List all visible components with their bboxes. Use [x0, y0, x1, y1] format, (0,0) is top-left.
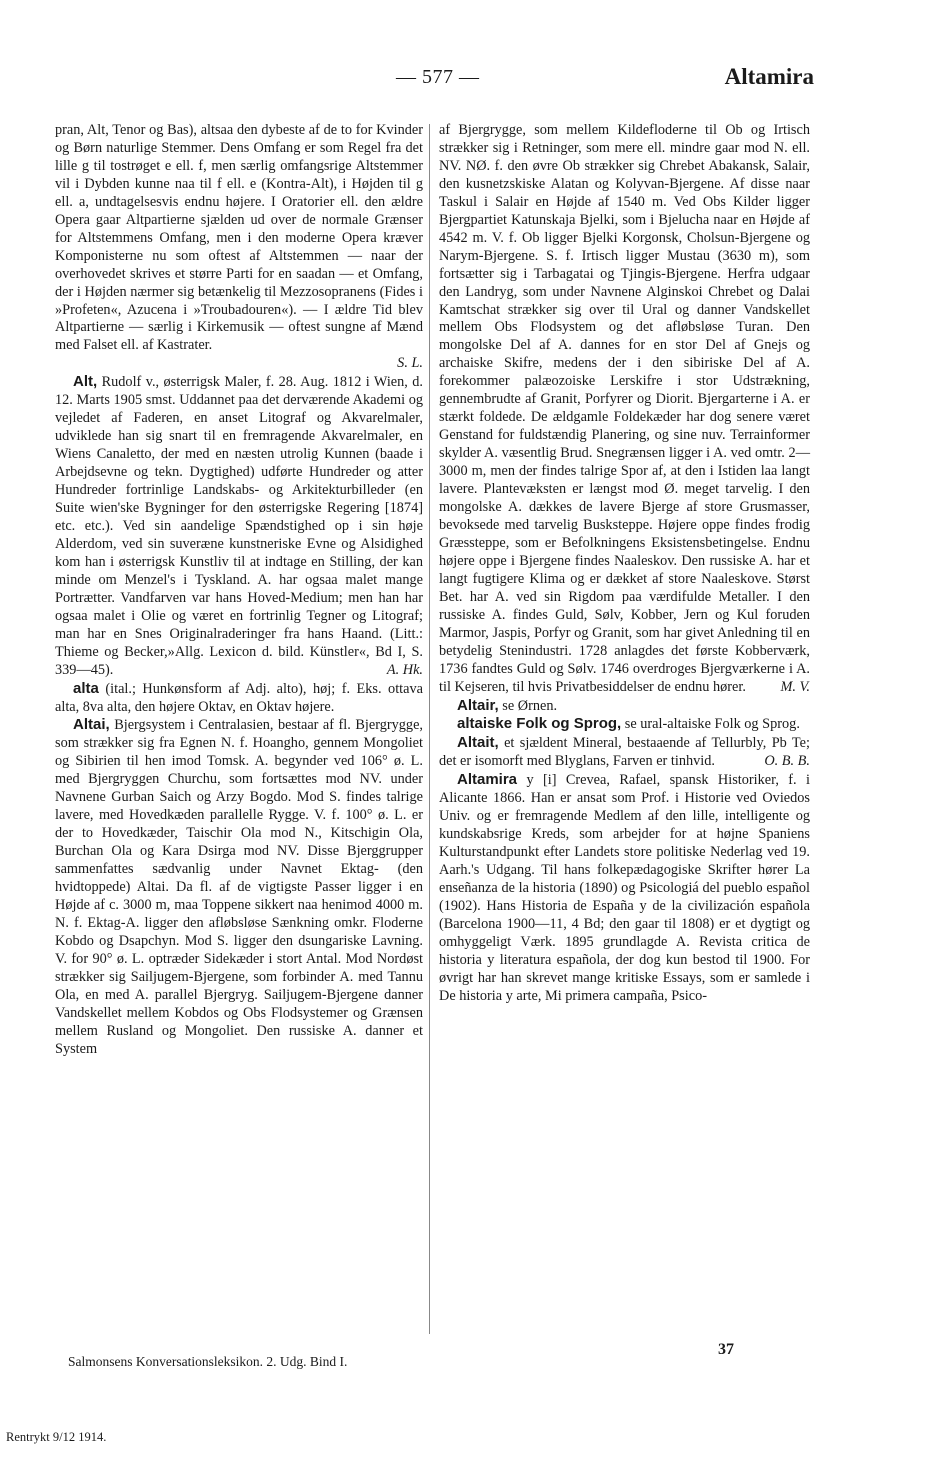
- entry-alta: alta (ital.; Hunkønsform af Adj. alto), høj; f. Eks. ottava alta, 8va alta, den højere Oktav, en Oktav højere.: [55, 679, 423, 715]
- entry-altaiske: altaiske Folk og Sprog, se ural-altaiske Folk og Sprog.: [457, 715, 800, 733]
- page-number: — 577 —: [396, 66, 480, 88]
- entry-alt-rudolf: Alt, Rudolf v., østerrigsk Maler, f. 28. Aug. 1812 i Wien, d. 12. Marts 1905 smst. Uddannet paa det derværende Akademi og vejledet af Faderen, en anset Litograf og Akvarelmaler, udviklede han sig snart til en fremragende Akvarelmaler, en Wiens Canaletto, der med en næsten utrolig Kunnen (baade i Arbejdsevne og tekn. Dygtighed) udførte Hundreder og atter Hundreder fortrinlige Landskabs- og Arkitekturbilleder (en Suite wien'ske Bygninger for den østerrigske Regering [1874] etc. etc.). Ved sin aandelige Spændstighed op i sin høje Alderdom, ved sin suveræne kunstneriske Evne og Alsidighed kom han i østerrigsk Kunstliv til at indtage en Stilling, der kan minde om Menzel's i Tyskland. A. har ogsaa malet mange Portrætter. Vandfarven var hans Hoved-Medium; men han har ogsaa malet i Olie og været en fortrinlig Tegner og Litograf; man har en Snes Originalraderinger fra hans Haand. (Litt.: Thieme og Becker,»Allg. Lexicon d. bild. Künstler«, Bd I, S. 339—45). A. Hk.: [55, 373, 423, 678]
- entry-altait: Altait, et sjældent Mineral, bestaaende af Tellurbly, Pb Te; det er isomorft med Blyglans, Farven er tinhvid. O. B. B.: [439, 734, 810, 770]
- entry-alt-continued: pran, Alt, Tenor og Bas), altsaa den dybeste af de to for Kvinder og Børn naturlige Stemmer. Dens Omfang er som Regel fra det lille g til tostrøget e ell. f, men særlig omfangsrige Altstemmer vil i Dybden kunne naa til f ell. e (Kontra-Alt), i Højden til g ell. a, undtagelsesvis endnu højere. I Oratorier ell. den ældre Opera gaar Altpartierne sjælden ud over de normale Grænser for Altstemmens Omfang, men i den moderne Opera kræver Komponisterne nu som oftest af Altstemmen — naar der overhovedet skrives et større Parti for en saadan — et Omfang, der i Højden nærmer sig betænkelig til Mezzosopranens (Fides i »Profeten«, Azucena i »Troubadouren«). — I ældre Tid blev Altpartierne — særlig i Kirkemusik — oftest sungne af Mænd med Falset ell. af Kastrater.: [55, 122, 423, 354]
- headword: altaiske Folk og Sprog,: [457, 715, 622, 733]
- entry-altai: Altai, Bjergsystem i Centralasien, bestaar af fl. Bjergrygge, som strækker sig fra Egnen N. f. Hoangho, gennem Mongoliet og Sibirien til hen imod Tomsk. A. begynder ved 106° ø. L. med Bjergryggen Churchu, som fortsættes mod NV. under Navnene Gurban Saich og Arzy Bogdo. Mod S. findes talrige lavere, med Hovedkæden parallelle Rygge. V. f. 100° ø. L. er der to Hovedkæder, Taischir Ola mod N., Kitschigin Ola, Burchan Ola og Kara Dsirga mod NV. Disse Bjerggrupper sammenfattes sædvanlig under Navnet Ektag- (den hvidtoppede) Altai. Da fl. af de vigtigste Passer ligger i en Højde af c. 3000 m, maa Toppene sikkert naa henimod 4000 m. N. f. Ektag-A. ligger den afløbsløse Sænkning omkr. Floderne Kobdo og Dsapchyn. Mod S. ligger den dsungariske Lavning. V. for 90° ø. L. optræder Sidekæder i stort Antal. Mod Nordøst strækker sig Sailjugem-Bjergene, som forbinder A. med Tannu Ola, en med A. parallel Bjergryg. Sailjugem-Bjergene danner Vandskellet mellem Kobdos og Obs Flodsystemer og Grænsen mellem Rusland og Mongoliet. Den russiske A. danner et System: [55, 716, 423, 1057]
- column-divider: [429, 124, 430, 1334]
- signature: A. Hk.: [386, 661, 423, 678]
- right-column: [439, 122, 810, 1006]
- entry-altamira: Altamira y [i] Crevea, Rafael, spansk Historiker, f. i Alicante 1866. Han er ansat som Prof. i Historie ved Oviedos Univ. og er fremragende Medlem af den lille, intelligente og kundskabsrige Kreds, som arbejder for at højne Spaniens Kulturstandpunkt efter Landets store politiske Nederlag ved 19. Aarh.'s Udgang. Til hans folkepædagogiske Skrifter hører La enseñanza de la historia (1890) og Psicologiá del pueblo español (1902). Hans Historia de España y de la civilización española (Barcelona 1900—11, 4 Bd; den gaar til 1808) er et dygtigt og omhyggeligt Værk. 1895 grundlagde A. Revista critica de historia y literatura española, der dog kun bestod til 1900. For øvrigt har han skrevet mange kritiske Essays, som er samlede i De historia y arte, Mi primera campaña, Psico-: [439, 771, 811, 1004]
- headword: Altai,: [73, 716, 110, 734]
- sheet-number: 37: [718, 1341, 734, 1358]
- signature: S. L.: [397, 355, 423, 372]
- entry-altair: Altair, se Ørnen.: [457, 696, 558, 714]
- guide-word: Altamira: [724, 64, 814, 89]
- reprint-note: Rentrykt 9/12 1914.: [6, 1430, 107, 1444]
- imprint-line: Salmonsens Konversationsleksikon. 2. Udg. Bind I.: [68, 1354, 348, 1369]
- signature: O. B. B.: [764, 753, 810, 770]
- left-column: [55, 122, 423, 1059]
- headword: Altamira: [457, 771, 518, 789]
- headword: Altair,: [457, 696, 499, 714]
- entry-altai-continued: af Bjergrygge, som mellem Kildefloderne til Ob og Irtisch strækker sig i Retninger, som mere ell. mindre gaar mod N. ell. NV. NØ. f. den øvre Ob strækker sig Chrebet Abakansk, Salair, den kusnetzskiske Alatan og Kolyvan-Bjergene. Af disse naar Taskul i Salair en Højde af 1540 m. Ved Obs Kilder ligger Bjergpartiet Katunskaja Bjelki, som i Bjelucha naar en Højde af 4542 m. V. f. Ob ligger Bjelki Korgonsk, Cholsun-Bjergene og Narym-Bjergene. S. f. Irtisch ligger Mustau (3630 m), som fortsætter sig i Tarbagatai og Tjingis-Bjergene. Herfra udgaar den Landryg, som under Navnene Alginskoi Chrebet og Dalai Kamtschat strækker sig over til Ural og danner Vandskellet mellem Obs Flodsystem og det afløbsløse Turan. Den mongolske Del af A. dannes for en stor Del af Gnejs og archaiske Skifre, medens der i den sibiriske Del af A. forekommer palæozoiske Lerskifre i stor Udstrækning, gennembrudte af Granit, Porfyrer og Diorit. Bjergarterne i A. er stærkt foldede. De ældgamle Foldekæder har dog senere været Genstand for fuldstændig Planering, og sine nuv. Terrainformer skylder A. væsentlig Brud. Snegrænsen ligger i A. ved omtr. 2—3000 m, men der findes talrige Spor af, at den i Istiden laa langt lavere. Plantevæksten er længst mod Ø. meget tarvelig. I den mongolske A. dækkes de lavere Bjerge af store Grusmasser, bevoksede med tarvelig Busksteppe. Højere oppe findes frodig Græssteppe, som er Befolkningens Eksistensbetingelse. Endnu højere oppe i Bjergene findes Naaleskov. Den russiske A. har et langt fugtigere Klima og er dækket af store Naaleskove. Størst Bet. har A. ved sin Rigdom paa værdifulde Metaller. I den russiske A. findes Guld, Sølv, Kobber, Jern og Kul foruden Marmor, Jaspis, Porfyr og Granit, som har givet Anledning til en betydelig Stenindustri. 1728 anlagdes det første Kobberværk, 1736 fandtes Guld og Sølv. 1746 overdroges Bjergværkerne i A. til Kejseren, til hvis Privatbesiddelser de endnu hører. M. V.: [439, 122, 810, 695]
- headword: Alt,: [73, 373, 98, 391]
- headword: alta: [73, 679, 99, 697]
- headword: Altait,: [457, 734, 499, 752]
- signature: M. V.: [780, 678, 810, 695]
